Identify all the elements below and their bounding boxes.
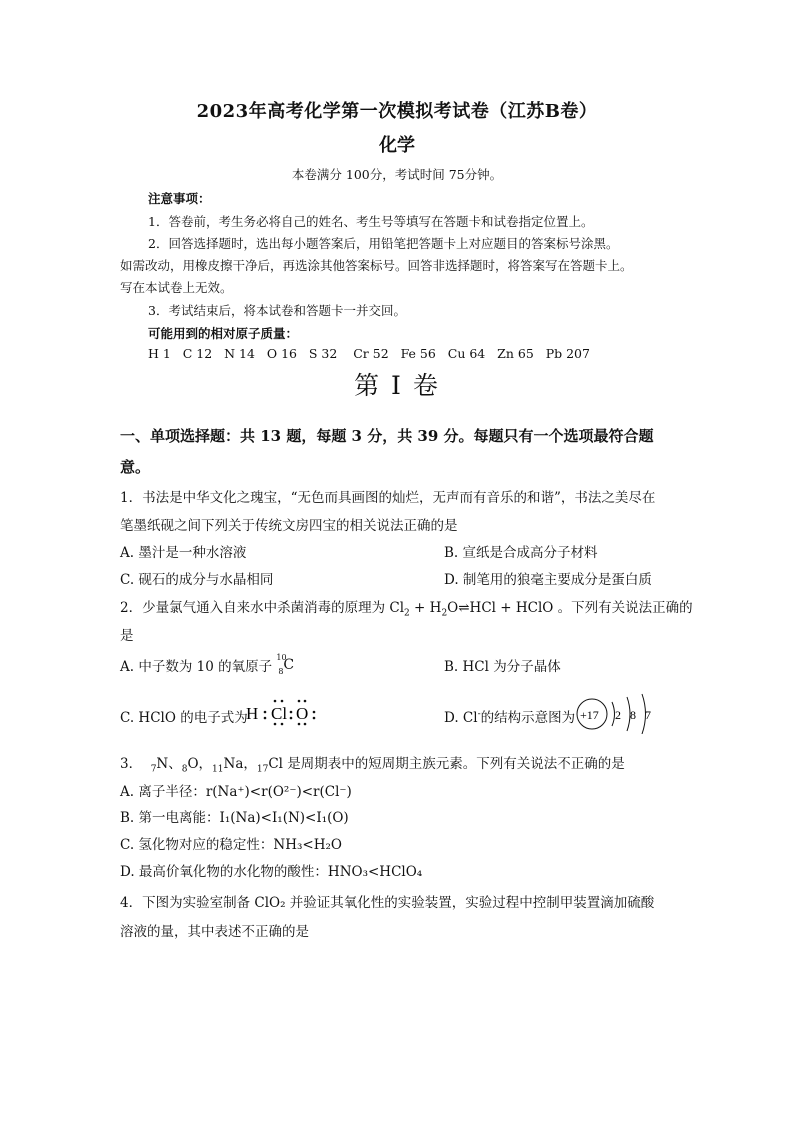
subject-title: 化学	[379, 135, 415, 156]
notice-item-2-line-2: 如需改动，用橡皮擦干净后，再选涂其他答案标号。回答非选择题时，将答案写在答题卡上。	[120, 258, 633, 273]
chloride-ion-structure-diagram	[574, 688, 674, 734]
q3-option-d: D. 最高价氧化物的水化物的酸性：HNO₃<HClO₄	[120, 864, 423, 880]
q1-option-d: D. 制笔用的狼毫主要成分是蛋白质	[444, 572, 652, 588]
lewis-cl: Cl	[271, 704, 288, 723]
notice-item-2-line-3: 写在本试卷上无效。	[120, 280, 233, 295]
lewis-h: H	[246, 704, 259, 723]
q2-option-c: C. HClO 的电子式为	[120, 710, 248, 726]
q3-option-a: A. 离子半径：r(Na⁺)<r(O²⁻)<r(Cl⁻)	[120, 784, 352, 800]
nucleus-charge: +17	[580, 708, 599, 722]
q1-option-c: C. 砚石的成分与水晶相同	[120, 572, 274, 588]
q2-stem-line-1: 2．少量氯气通入自来水中杀菌消毒的原理为 $Cl_2$ + $H_2O\rightleftharpoons HCl$ + HClO 。下列有关说法正确的	[120, 600, 693, 619]
shell-2-count: 8	[630, 708, 636, 722]
q1-option-a: A. 墨汁是一种水溶液	[120, 545, 247, 561]
q1-stem-line-1: 1．书法是中华文化之瑰宝，“无色而具画图的灿烂，无声而有音乐的和谐”，书法之美尽在	[120, 490, 656, 506]
notice-item-2-line-1: 2．回答选择题时，选出每小题答案后，用铅笔把答题卡上对应题目的答案标号涂黑。	[148, 236, 619, 251]
q3-option-c: C. 氢化物对应的稳定性：NH₃<H₂O	[120, 837, 342, 853]
q2-option-a: A. 中子数为 10 的氧原子 10 8 C	[120, 653, 295, 676]
q4-stem-line-2: 溶液的量，其中表述不正确的是	[120, 924, 309, 940]
q1-stem-line-2: 笔墨纸砚之间下列关于传统文房四宝的相关说法正确的是	[120, 518, 458, 534]
atomic-mass-heading: 可能用到的相对原子质量：	[148, 326, 299, 341]
shell-3-count: 7	[645, 708, 651, 722]
hclo-lewis-structure	[244, 692, 324, 732]
notice-item-3: 3．考试结束后，将本试卷和答题卡一并交回。	[148, 303, 406, 318]
section-1-heading-line-1: 一、单项选择题：共 13 题，每题 3 分，共 39 分。每题只有一个选项最符合题	[120, 427, 654, 445]
q3-option-b: B. 第一电离能：I₁(Na)<I₁(N)<I₁(O)	[120, 810, 349, 826]
section-1-heading-line-2: 意。	[120, 458, 151, 476]
q3-stem: 3． $_7$N、$_8$O，$_{11}$Na，$_{17}$Cl 是周期表中的短周期主族元素。下列有关说法不正确的是	[120, 756, 625, 775]
oxygen-nuclide: 10 8 C	[276, 653, 295, 676]
q2-option-d: D. Cl-的结构示意图为	[444, 709, 576, 726]
q2-option-b: B. HCl 为分子晶体	[444, 659, 561, 675]
notice-heading: 注意事项：	[148, 191, 211, 206]
q2-stem-line-2: 是	[120, 628, 134, 644]
lewis-o: O	[296, 704, 309, 723]
notice-item-1: 1．答卷前，考生务必将自己的姓名、考生号等填写在答题卡和试卷指定位置上。	[148, 214, 594, 229]
exam-title: 2023年高考化学第一次模拟考试卷（江苏B卷）	[196, 101, 598, 122]
q4-stem-line-1: 4．下图为实验室制备 ClO₂ 并验证其氧化性的实验装置，实验过程中控制甲装置滴加硫酸	[120, 895, 655, 911]
exam-meta: 本卷满分 100分，考试时间 75分钟。	[291, 167, 503, 182]
q1-option-b: B. 宣纸是合成高分子材料	[444, 545, 598, 561]
shell-1-count: 2	[615, 708, 621, 722]
atomic-mass-list: H 1 C 12 N 14 O 16 S 32 Cr 52 Fe 56 Cu 64 Zn 65 Pb 207	[148, 346, 590, 361]
volume-title: 第 I 卷	[354, 371, 440, 400]
